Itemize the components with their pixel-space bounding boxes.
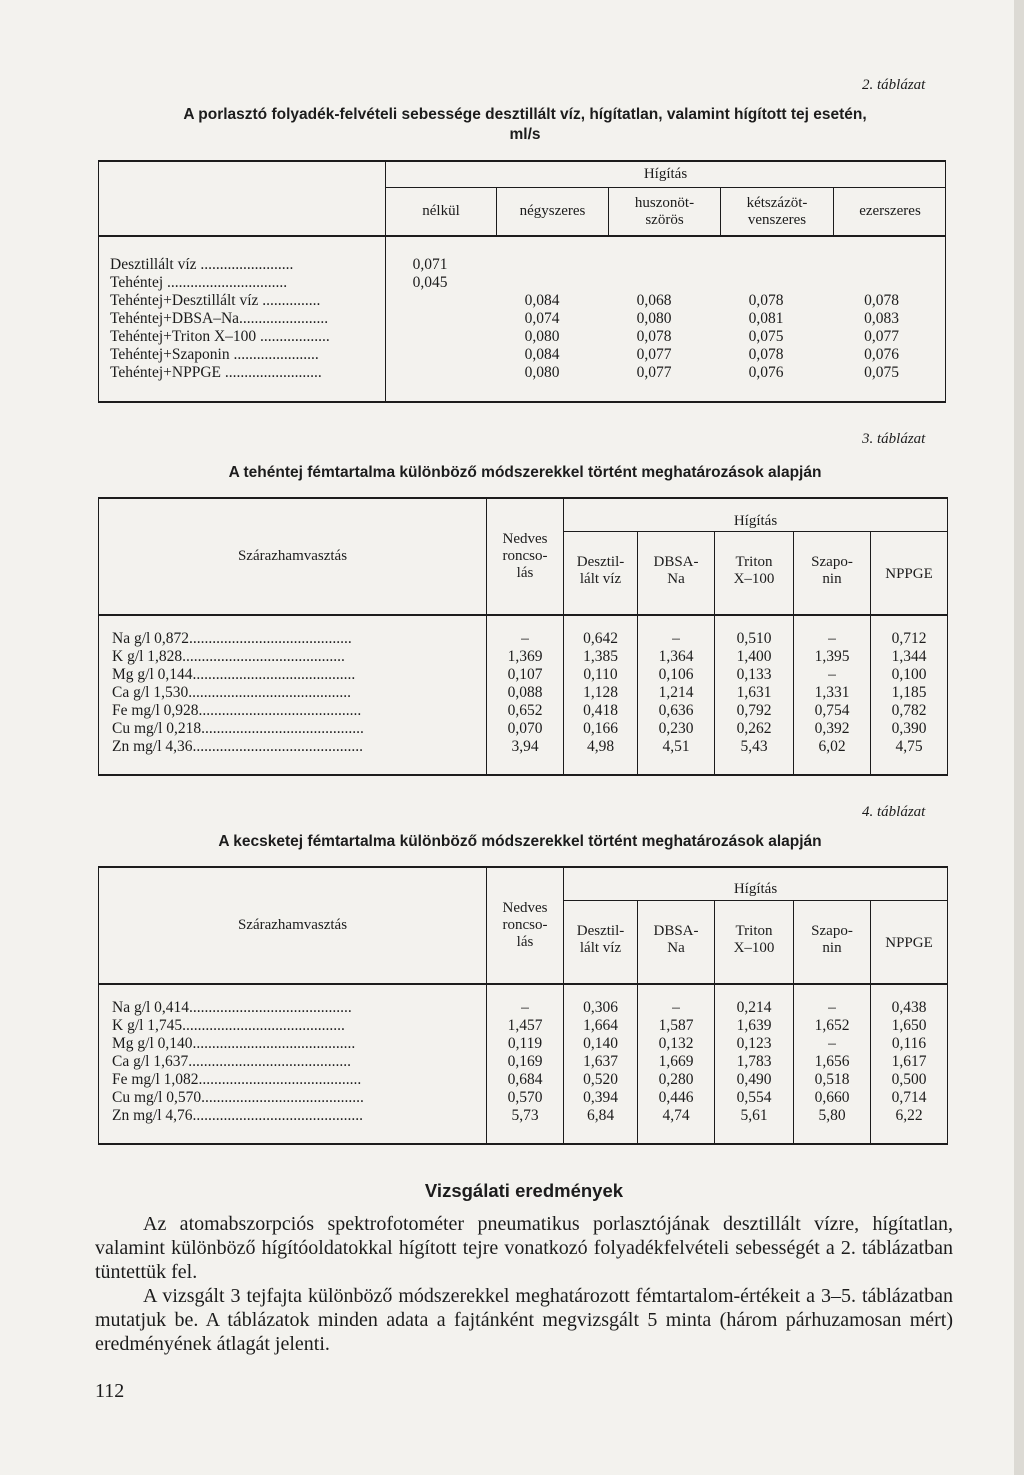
value-cell: 0,068 (636, 292, 672, 309)
value-cell: 0,392 (814, 720, 850, 737)
value-cell: 0,214 (736, 999, 772, 1016)
value-cell: 0,714 (891, 1089, 927, 1106)
value-cell: 0,418 (583, 702, 618, 719)
value-cell: 1,214 (658, 684, 694, 701)
value-cell: 0,088 (507, 684, 543, 701)
header-dry-ashing: Szárazhamvasztás (237, 548, 348, 564)
col-header: DBSA- Na (653, 923, 699, 956)
col-ketszazotvenszeres (721, 256, 811, 382)
value-cell: 0,642 (583, 630, 618, 647)
col-header: Desztil- lált víz (576, 554, 625, 587)
row-labels (112, 630, 472, 756)
row-label: Na g/l 0,414.......................................... (112, 999, 352, 1016)
table-title: A porlasztó folyadék-felvételi sebessége desztillált víz, hígítatlan, valamint hígított tej esetén, (183, 106, 867, 123)
value-cell: 0,075 (748, 328, 784, 345)
value-cell: 0,520 (583, 1071, 618, 1088)
row-labels (112, 999, 472, 1125)
value-cell (386, 364, 474, 382)
value-cell: 1,631 (736, 684, 772, 701)
col-header: nélkül (422, 203, 460, 219)
value-cell: 0,166 (583, 720, 618, 737)
value-cell: 0,078 (748, 346, 784, 363)
value-cell: 0,080 (524, 364, 560, 381)
header-wet-digestion: Nedves roncso- lás (502, 531, 548, 581)
value-cell: 1,664 (583, 1017, 618, 1034)
value-cell: 0,306 (583, 999, 618, 1016)
value-cell: 0,684 (507, 1071, 543, 1088)
row-label: Tehéntej+Triton X–100 .................. (110, 328, 330, 345)
col-nppge (871, 999, 947, 1125)
col-header: NPPGE (885, 566, 933, 582)
col-header: Triton X–100 (733, 554, 775, 587)
value-cell: – (672, 630, 680, 647)
value-cell: 0,792 (736, 702, 772, 719)
value-cell: 0,106 (658, 666, 694, 683)
row-label: Tehéntej+Szaponin ...................... (110, 346, 319, 363)
col-triton (715, 999, 793, 1125)
col-nppge (871, 630, 947, 756)
table-left-rule (98, 866, 99, 1145)
row-label: Tehéntej+DBSA–Na....................... (110, 310, 329, 327)
value-cell (386, 346, 474, 364)
col-header: NPPGE (885, 935, 933, 951)
value-cell: 0,660 (814, 1089, 850, 1106)
value-cell: 0,652 (507, 702, 543, 719)
col-dbsa (638, 630, 714, 756)
col-ezerszeres (834, 256, 929, 382)
value-cell: 1,457 (507, 1017, 543, 1034)
table-title: A tehéntej fémtartalma különböző módszerekkel történt meghatározások alapján (228, 464, 822, 481)
row-label: K g/l 1,828.......................................... (112, 648, 345, 665)
value-cell: 0,071 (412, 256, 448, 273)
col-desztillalt (564, 999, 637, 1125)
col-nelkul (386, 256, 474, 382)
col-huszonotszoros (609, 256, 699, 382)
group-header: Hígítás (643, 166, 688, 182)
row-label: Desztillált víz ........................ (110, 256, 294, 273)
row-label: Tehéntej+Desztillált víz ............... (110, 292, 321, 309)
value-cell: – (521, 630, 529, 647)
value-cell: 0,438 (891, 999, 927, 1016)
group-rule (385, 187, 946, 188)
value-cell: 0,554 (736, 1089, 772, 1106)
value-cell: 0,116 (891, 1035, 927, 1052)
group-rule (563, 531, 948, 532)
value-cell (386, 310, 474, 328)
col-header: ezerszeres (859, 203, 921, 219)
col-header: kétszázöt- venszeres (746, 195, 808, 228)
group-header: Hígítás (733, 513, 778, 529)
col-header: Triton X–100 (733, 923, 775, 956)
table-right-rule (945, 160, 946, 403)
table-right-rule (947, 497, 948, 776)
table-top-rule (98, 497, 948, 499)
value-cell: 0,077 (864, 328, 899, 345)
value-cell: 1,344 (891, 648, 927, 665)
value-cell: 0,636 (658, 702, 694, 719)
value-cell: 0,045 (412, 274, 448, 291)
row-label: Mg g/l 0,144.......................................... (112, 666, 356, 683)
col-header: Szapo- nin (811, 923, 853, 956)
value-cell: 6,84 (586, 1107, 615, 1124)
value-cell: 0,100 (891, 666, 927, 683)
value-cell: 0,132 (658, 1035, 694, 1052)
value-cell: 0,076 (864, 346, 899, 363)
col-szaponin (794, 999, 870, 1125)
value-cell: 0,081 (748, 310, 784, 327)
value-cell: 0,110 (583, 666, 618, 683)
value-cell: 0,083 (864, 310, 899, 327)
value-cell: 0,500 (891, 1071, 927, 1088)
table-right-rule (947, 866, 948, 1145)
value-cell: 0,140 (583, 1035, 618, 1052)
value-cell (834, 256, 929, 274)
table-top-rule (98, 160, 946, 162)
value-cell: 1,639 (736, 1017, 772, 1034)
value-cell: 0,712 (891, 630, 927, 647)
table-title: A kecsketej fémtartalma különböző módszerekkel történt meghatározások alapján (218, 833, 822, 850)
table-bottom-rule (98, 401, 946, 403)
value-cell: 0,076 (748, 364, 784, 381)
value-cell: 1,587 (658, 1017, 694, 1034)
table-top-rule (98, 866, 948, 868)
section-heading: Vizsgálati eredmények (424, 1180, 624, 1201)
value-cell: 5,61 (740, 1107, 768, 1124)
col-wet (487, 630, 563, 756)
group-rule (563, 900, 948, 901)
row-label: Fe mg/l 1,082.......................................... (112, 1071, 362, 1088)
table-number: 4. táblázat (862, 804, 926, 820)
row-label: Zn mg/l 4,36............................................ (112, 738, 364, 755)
value-cell: 0,262 (736, 720, 772, 737)
row-label: Fe mg/l 0,928.......................................... (112, 702, 362, 719)
value-cell: 1,669 (658, 1053, 694, 1070)
value-cell: 0,754 (814, 702, 850, 719)
row-label: Cu mg/l 0,570.......................................... (112, 1089, 364, 1106)
value-cell: 1,385 (583, 648, 618, 665)
table-number: 3. táblázat (862, 431, 926, 447)
value-cell: 1,395 (814, 648, 850, 665)
col-header: DBSA- Na (653, 554, 699, 587)
value-cell: – (672, 999, 680, 1016)
value-cell: 0,084 (524, 292, 560, 309)
col-triton (715, 630, 793, 756)
header-rule (98, 614, 948, 616)
col-desztillalt (564, 630, 637, 756)
value-cell: 4,74 (662, 1107, 690, 1124)
value-cell: – (828, 1035, 836, 1052)
value-cell (497, 274, 587, 292)
value-cell: 0,078 (864, 292, 899, 309)
row-label: Tehéntej ............................... (110, 274, 288, 291)
row-labels (110, 256, 372, 382)
row-label: Tehéntej+NPPGE ......................... (110, 364, 322, 381)
header-rule (98, 983, 948, 985)
value-cell (721, 274, 811, 292)
value-cell: 0,080 (636, 310, 672, 327)
value-cell: 0,070 (507, 720, 543, 737)
value-cell: – (828, 630, 836, 647)
row-label: Cu mg/l 0,218.......................................... (112, 720, 364, 737)
page-edge-shadow (1014, 0, 1024, 1475)
value-cell: 0,107 (507, 666, 543, 683)
table-title-unit: ml/s (509, 126, 541, 143)
table-left-rule (98, 160, 99, 403)
value-cell: 0,570 (507, 1089, 543, 1106)
value-cell: 0,074 (524, 310, 560, 327)
value-cell: 1,185 (891, 684, 927, 701)
value-cell (386, 292, 474, 310)
col-negyszeres (497, 256, 587, 382)
value-cell: 5,43 (740, 738, 768, 755)
value-cell: 1,128 (583, 684, 618, 701)
table-left-rule (98, 497, 99, 776)
value-cell: 0,078 (748, 292, 784, 309)
value-cell: 4,51 (662, 738, 690, 755)
table-bottom-rule (98, 774, 948, 776)
value-cell: 0,133 (736, 666, 772, 683)
paragraph: Az atomabszorpciós spektrofotométer pneumatikus porlasztójának desztillált vízre, hígítatlan, valamint különböző hígítóoldatokkal hígított tejre vonatkozó folyadékfelvételi sebességét a 2. táblázatban tüntettük fel. (95, 1213, 953, 1283)
value-cell: 1,783 (736, 1053, 772, 1070)
value-cell: 0,230 (658, 720, 694, 737)
value-cell: 5,80 (818, 1107, 846, 1124)
value-cell: 0,075 (864, 364, 899, 381)
value-cell: – (828, 999, 836, 1016)
value-cell: 3,94 (511, 738, 539, 755)
col-header: négyszeres (519, 203, 586, 219)
value-cell (834, 274, 929, 292)
value-cell: – (828, 666, 836, 683)
value-cell: 1,617 (891, 1053, 927, 1070)
row-label: Na g/l 0,872.......................................... (112, 630, 352, 647)
value-cell: 0,077 (636, 346, 672, 363)
col-szaponin (794, 630, 870, 756)
value-cell: 0,510 (736, 630, 772, 647)
page-number: 112 (95, 1380, 125, 1402)
row-label: Ca g/l 1,637.......................................... (112, 1053, 351, 1070)
value-cell: 1,656 (814, 1053, 850, 1070)
value-cell (386, 328, 474, 346)
value-cell: 0,394 (583, 1089, 618, 1106)
col-wet (487, 999, 563, 1125)
value-cell: 5,73 (511, 1107, 539, 1124)
table-number: 2. táblázat (862, 77, 926, 93)
value-cell: 0,084 (524, 346, 560, 363)
value-cell: 6,02 (818, 738, 846, 755)
value-cell: 1,369 (507, 648, 543, 665)
value-cell (497, 256, 587, 274)
col-dbsa (638, 999, 714, 1125)
value-cell: 0,782 (891, 702, 927, 719)
row-label: K g/l 1,745.......................................... (112, 1017, 345, 1034)
row-label: Ca g/l 1,530.......................................... (112, 684, 351, 701)
col-header: huszonöt- szörös (634, 195, 695, 228)
value-cell: 0,518 (814, 1071, 850, 1088)
row-label: Zn mg/l 4,76............................................ (112, 1107, 364, 1124)
value-cell: 0,446 (658, 1089, 694, 1106)
value-cell: 4,75 (895, 738, 923, 755)
value-cell: 1,364 (658, 648, 694, 665)
value-cell: 4,98 (586, 738, 615, 755)
header-dry-ashing: Szárazhamvasztás (237, 917, 348, 933)
table-bottom-rule (98, 1143, 948, 1145)
header-rule (98, 235, 946, 237)
value-cell: 0,080 (524, 328, 560, 345)
value-cell: 0,490 (736, 1071, 772, 1088)
row-label: Mg g/l 0,140.......................................... (112, 1035, 356, 1052)
col-header: Szapo- nin (811, 554, 853, 587)
group-header: Hígítás (733, 881, 778, 897)
value-cell: 0,280 (658, 1071, 694, 1088)
value-cell: 0,119 (507, 1035, 543, 1052)
value-cell: 1,331 (814, 684, 850, 701)
paragraph: A vizsgált 3 tejfajta különböző módszerekkel meghatározott fémtartalom-értékeit a 3–5. táblázatban mutatjuk be. A táblázatok minden adata a fajtánként megvizsgált 5 minta (három párhuzamosan mért) eredményének átlagát jelenti. (95, 1285, 953, 1355)
value-cell (721, 256, 811, 274)
value-cell: – (521, 999, 529, 1016)
value-cell: 1,637 (583, 1053, 618, 1070)
value-cell: 1,650 (891, 1017, 927, 1034)
value-cell: 6,22 (895, 1107, 923, 1124)
value-cell: 0,123 (736, 1035, 772, 1052)
header-wet-digestion: Nedves roncso- lás (502, 900, 548, 950)
col-header: Desztil- lált víz (576, 923, 625, 956)
value-cell: 1,652 (814, 1017, 850, 1034)
value-cell: 0,078 (636, 328, 672, 345)
value-cell (609, 256, 699, 274)
value-cell: 0,169 (507, 1053, 543, 1070)
value-cell: 1,400 (736, 648, 772, 665)
value-cell (609, 274, 699, 292)
value-cell: 0,077 (636, 364, 672, 381)
value-cell: 0,390 (891, 720, 927, 737)
